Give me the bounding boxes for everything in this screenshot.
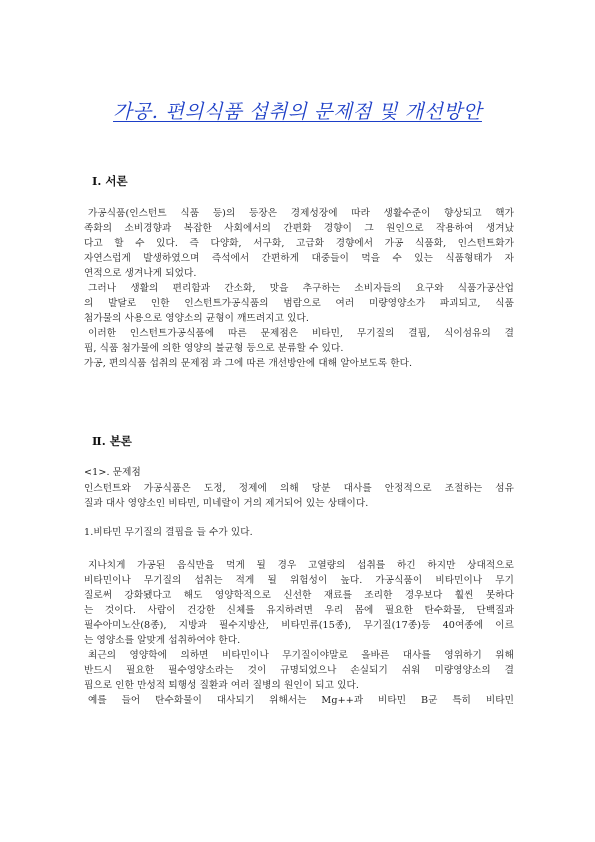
- paragraph-line: 그러나 생활의 편리함과 간소화, 맛을 추구하는 소비자들의 요구와 식품가공산업: [88, 283, 514, 294]
- paragraph-line: 가공식품(인스턴트 식품 등)의 등장은 경제성장에 따라 생활수준이 향상되고 핵가: [88, 208, 514, 219]
- paragraph-line: 지나치게 가공된 음식만을 먹게 될 경우 고열량의 섭취를 하긴 하지만 상대적으로: [88, 560, 514, 571]
- paragraph-line: 다고 할 수 있다. 즉 다양화, 서구화, 고급화 경향에서 가공 식품화, 인스턴트화가: [84, 238, 514, 249]
- paragraph-line: 는 것이다. 사람이 건강한 신체를 유지하려면 우리 몸에 필요한 탄수화물, 단백질과: [84, 605, 514, 616]
- document-title: 가공. 편의식품 섭취의 문제점 및 개선방안: [113, 100, 482, 123]
- paragraph-line: 족화의 소비경향과 복잡한 사회에서의 간편화 경향이 그 원인으로 작용하여 생겨났: [84, 223, 514, 234]
- paragraph-line: 의 발달로 인한 인스턴트가공식품의 범람으로 여러 미량영양소가 파괴되고, 식품: [84, 298, 514, 309]
- paragraph-line: 질과 대사 영양소인 비타민, 미네랄이 거의 제거되어 있는 상태이다.: [84, 498, 369, 509]
- paragraph-line: 예를 들어 탄수화물이 대사되기 위해서는 Mg++과 비타민 B군 특히 비타민: [88, 695, 514, 706]
- point-heading: 1.비타민 무기질의 결핍을 들 수가 있다.: [84, 527, 253, 538]
- section-heading-intro: Ⅰ. 서론: [92, 174, 128, 188]
- paragraph-line: 반드시 필요한 필수영양소라는 것이 규명되었으나 손실되기 쉬워 미량영양소의 결: [84, 665, 514, 676]
- paragraph-line: 가공, 편의식품 섭취의 문제점 과 그에 따른 개선방안에 대해 알아보도록 한다.: [84, 358, 413, 369]
- paragraph-line: 연적으로 생겨나게 되었다.: [84, 268, 197, 279]
- paragraph-line: 자연스럽게 발생하였으며 즉석에서 간편하게 대중들이 먹을 수 있는 식품형태가 자: [84, 253, 514, 264]
- subsection-heading: <1>. 문제점: [84, 467, 141, 478]
- section-heading-body: Ⅱ. 본론: [92, 434, 132, 448]
- paragraph-line: 필수아미노산(8종), 지방과 필수지방산, 비타민류(15종), 무기질(17종)등 40여종에 이르: [84, 620, 514, 631]
- paragraph-line: 핍, 식품 첨가물에 의한 영양의 불균형 등으로 분류할 수 있다.: [84, 343, 344, 354]
- paragraph-line: 최근의 영양학에 의하면 비타민이나 무기질이야말로 올바른 대사를 영위하기 위해: [88, 650, 514, 661]
- paragraph-line: 핍으로 인한 만성적 퇴행성 질환과 여러 질병의 원인이 되고 있다.: [84, 680, 360, 691]
- paragraph-line: 첨가물의 사용으로 영양소의 균형이 깨뜨려지고 있다.: [84, 313, 309, 324]
- paragraph-line: 이러한 인스턴트가공식품에 따른 문제점은 비타민, 무기질의 결핍, 식이섬유의 결: [88, 328, 514, 339]
- paragraph-line: 질로써 강화됐다고 해도 영양학적으로 신선한 재료를 조리한 경우보다 훨씬 못하다: [84, 590, 514, 601]
- paragraph-line: 비타민이나 무기질의 섭취는 적게 될 위험성이 높다. 가공식품이 비타민이나 무기: [84, 575, 514, 586]
- paragraph-line: 는 영양소를 알맞게 섭취하여야 한다.: [84, 635, 241, 646]
- paragraph-line: 인스턴트와 가공식품은 도정, 정제에 의해 당분 대사를 안정적으로 조절하는 섬유: [84, 483, 514, 494]
